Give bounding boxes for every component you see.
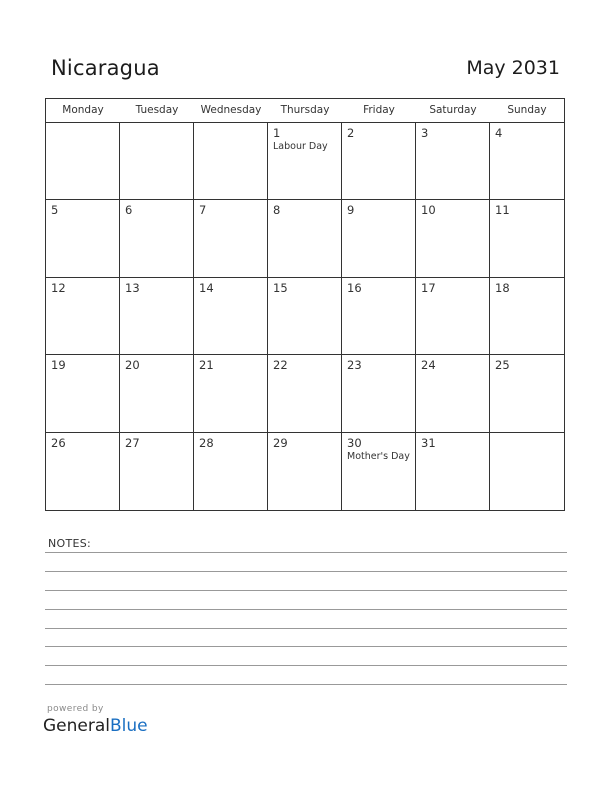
- day-cell: [342, 355, 416, 432]
- day-number: 17: [421, 280, 436, 295]
- day-cell: [490, 355, 564, 432]
- day-number: 22: [273, 358, 288, 373]
- powered-by-text: powered by: [47, 704, 104, 714]
- day-number: 23: [347, 358, 362, 373]
- month-year-title: May 2031: [466, 57, 560, 79]
- day-cell: [490, 123, 564, 200]
- day-cell: [416, 278, 490, 355]
- day-cell: [490, 200, 564, 277]
- day-number: 24: [421, 358, 436, 373]
- day-number: 16: [347, 280, 362, 295]
- brand-blue: Blue: [110, 716, 148, 736]
- day-cell: [194, 200, 268, 277]
- day-number: 2: [347, 126, 355, 140]
- day-number: 11: [495, 203, 510, 218]
- notes-line: [45, 609, 567, 610]
- day-number: 15: [273, 280, 288, 295]
- day-cell: [416, 200, 490, 277]
- day-cell: [194, 433, 268, 510]
- notes-line: [45, 628, 567, 629]
- day-number: 19: [51, 358, 66, 373]
- day-number: 9: [347, 203, 355, 218]
- day-number: 21: [199, 358, 214, 373]
- day-number: 4: [495, 126, 503, 140]
- day-number: 5: [51, 203, 59, 218]
- weekday-friday: Friday: [363, 104, 395, 116]
- day-cell: [120, 200, 194, 277]
- day-number: 26: [51, 435, 66, 450]
- day-cell: [120, 123, 194, 200]
- day-cell: [416, 123, 490, 200]
- brand-general: General: [43, 716, 110, 736]
- weekday-wednesday: Wednesday: [200, 104, 262, 116]
- day-cell: [120, 355, 194, 432]
- day-cell: [342, 278, 416, 355]
- day-number: 25: [495, 358, 510, 373]
- day-number: 12: [51, 280, 66, 295]
- notes-line: [45, 590, 567, 591]
- day-cell: [268, 433, 342, 510]
- calendar-grid: [45, 98, 565, 511]
- day-number: 27: [125, 435, 140, 450]
- day-cell: [120, 433, 194, 510]
- weekday-tuesday: Tuesday: [135, 104, 179, 116]
- day-number: 6: [125, 203, 133, 218]
- day-cell: [46, 355, 120, 432]
- day-number: 18: [495, 280, 510, 295]
- notes-line: [45, 665, 567, 666]
- day-number: 8: [273, 203, 281, 218]
- day-cells: [46, 123, 564, 510]
- day-cell: [46, 200, 120, 277]
- day-number: 10: [421, 203, 436, 218]
- weekday-monday: Monday: [62, 104, 104, 116]
- day-cell: [194, 355, 268, 432]
- weekday-thursday: Thursday: [280, 104, 330, 116]
- day-cell: [194, 123, 268, 200]
- day-cell: [342, 433, 416, 510]
- day-cell: [120, 278, 194, 355]
- generalblue-logo[interactable]: [43, 716, 148, 736]
- weekday-saturday: Saturday: [429, 104, 477, 116]
- day-cell: [46, 278, 120, 355]
- notes-line: [45, 552, 567, 553]
- weekday-sunday: Sunday: [507, 104, 547, 116]
- holiday-label: Mother's Day: [347, 450, 410, 462]
- day-cell: [268, 123, 342, 200]
- day-number: 1: [273, 126, 281, 140]
- day-cell: [268, 355, 342, 432]
- day-cell: [268, 278, 342, 355]
- day-cell: [46, 433, 120, 510]
- day-number: 20: [125, 358, 140, 373]
- day-cell: [268, 200, 342, 277]
- day-number: 31: [421, 435, 436, 450]
- day-number: 7: [199, 203, 207, 218]
- day-number: 30: [347, 435, 362, 450]
- country-title: Nicaragua: [51, 56, 160, 80]
- holiday-label: Labour Day: [273, 141, 328, 152]
- weekday-header-row: [46, 99, 564, 123]
- day-number: 14: [199, 280, 214, 295]
- notes-line: [45, 646, 567, 647]
- day-cell: [342, 123, 416, 200]
- day-number: 3: [421, 126, 429, 140]
- day-number: 28: [199, 435, 214, 450]
- day-cell: [416, 355, 490, 432]
- day-cell: [490, 278, 564, 355]
- day-cell: [342, 200, 416, 277]
- day-number: 13: [125, 280, 140, 295]
- notes-label: NOTES:: [48, 537, 92, 550]
- notes-line: [45, 684, 567, 685]
- day-cell: [416, 433, 490, 510]
- notes-line: [45, 571, 567, 572]
- day-number: 29: [273, 435, 288, 450]
- day-cell: [46, 123, 120, 200]
- day-cell: [490, 433, 564, 510]
- day-cell: [194, 278, 268, 355]
